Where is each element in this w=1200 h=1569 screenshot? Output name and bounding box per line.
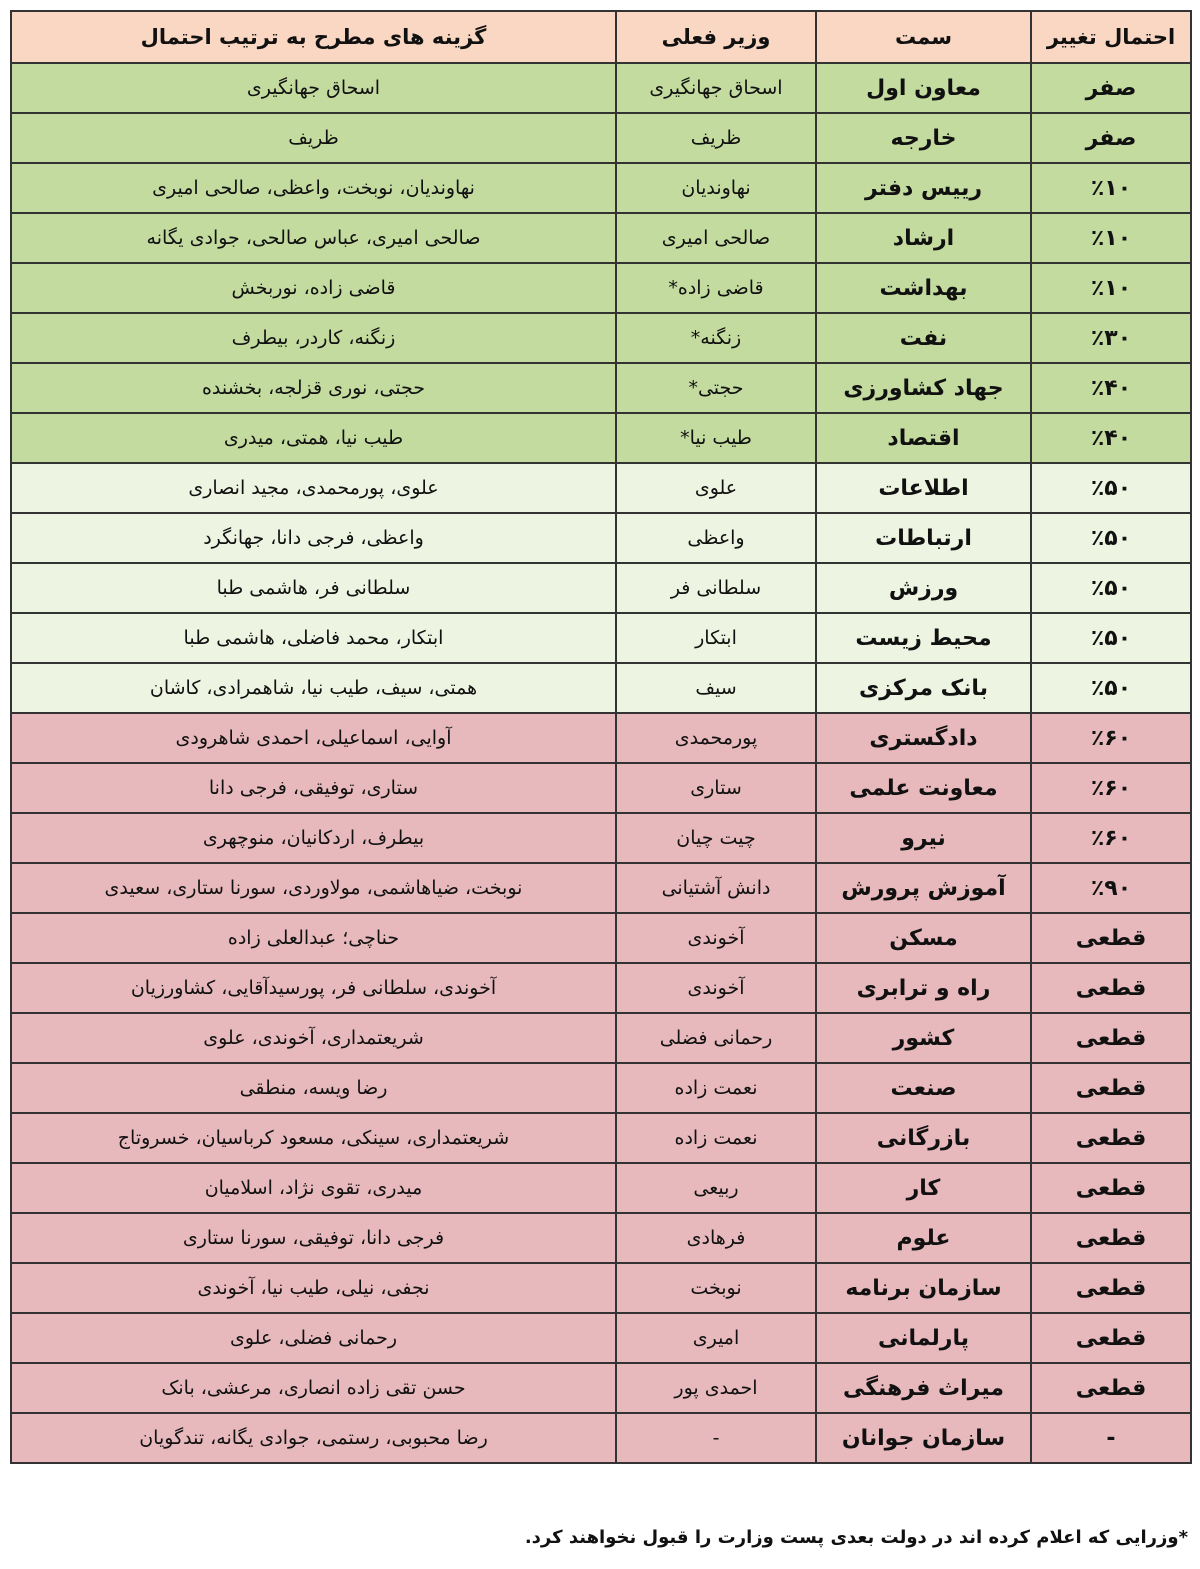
table-row xyxy=(11,163,1191,213)
position-cell: رییس دفتر xyxy=(816,163,1031,213)
position-cell: سازمان جوانان xyxy=(816,1413,1031,1463)
current-minister-cell: ظریف xyxy=(616,113,816,163)
header-row xyxy=(11,11,1191,63)
current-minister-cell: ابتکار xyxy=(616,613,816,663)
table-row xyxy=(11,363,1191,413)
table-row xyxy=(11,613,1191,663)
position-cell: کشور xyxy=(816,1013,1031,1063)
probability-cell: ٪۱۰ xyxy=(1031,263,1191,313)
current-minister-cell: نوبخت xyxy=(616,1263,816,1313)
probability-cell: ٪۴۰ xyxy=(1031,413,1191,463)
header-current-minister: وزیر فعلی xyxy=(616,11,816,63)
current-minister-cell: قاضی زاده* xyxy=(616,263,816,313)
options-cell: رحمانی فضلی، علوی xyxy=(11,1313,616,1363)
options-cell: ظریف xyxy=(11,113,616,163)
probability-cell: قطعی xyxy=(1031,1113,1191,1163)
options-cell: اسحاق جهانگیری xyxy=(11,63,616,113)
table-row xyxy=(11,913,1191,963)
options-cell: نجفی، نیلی، طیب نیا، آخوندی xyxy=(11,1263,616,1313)
table-row xyxy=(11,763,1191,813)
position-cell: بانک مرکزی xyxy=(816,663,1031,713)
current-minister-cell: - xyxy=(616,1413,816,1463)
table-row xyxy=(11,1013,1191,1063)
position-cell: راه و ترابری xyxy=(816,963,1031,1013)
options-cell: شریعتمداری، سینکی، مسعود کرباسیان، خسروتاج xyxy=(11,1113,616,1163)
table-row xyxy=(11,63,1191,113)
options-cell: همتی، سیف، طیب نیا، شاهمرادی، کاشان xyxy=(11,663,616,713)
current-minister-cell: صالحی امیری xyxy=(616,213,816,263)
position-cell: دادگستری xyxy=(816,713,1031,763)
table-row xyxy=(11,563,1191,613)
probability-cell: قطعی xyxy=(1031,1063,1191,1113)
table-row xyxy=(11,963,1191,1013)
current-minister-cell: نعمت زاده xyxy=(616,1063,816,1113)
probability-cell: ٪۱۰ xyxy=(1031,213,1191,263)
footnote: *وزرایی که اعلام کرده اند در دولت بعدی پست وزارت را قبول نخواهند کرد. xyxy=(524,1527,1188,1548)
probability-cell: قطعی xyxy=(1031,1363,1191,1413)
options-cell: صالحی امیری، عباس صالحی، جوادی یگانه xyxy=(11,213,616,263)
position-cell: میراث فرهنگی xyxy=(816,1363,1031,1413)
current-minister-cell: رحمانی فضلی xyxy=(616,1013,816,1063)
table-row xyxy=(11,713,1191,763)
options-cell: شریعتمداری، آخوندی، علوی xyxy=(11,1013,616,1063)
current-minister-cell: سیف xyxy=(616,663,816,713)
options-cell: حسن تقی زاده انصاری، مرعشی، بانک xyxy=(11,1363,616,1413)
table-row xyxy=(11,813,1191,863)
table-row xyxy=(11,413,1191,463)
options-cell: ابتکار، محمد فاضلی، هاشمی طبا xyxy=(11,613,616,663)
table-row xyxy=(11,313,1191,363)
options-cell: علوی، پورمحمدی، مجید انصاری xyxy=(11,463,616,513)
cabinet-table xyxy=(10,10,1192,1464)
current-minister-cell: آخوندی xyxy=(616,913,816,963)
options-cell: حجتی، نوری قزلجه، بخشنده xyxy=(11,363,616,413)
position-cell: علوم xyxy=(816,1213,1031,1263)
table-row xyxy=(11,213,1191,263)
probability-cell: قطعی xyxy=(1031,963,1191,1013)
options-cell: رضا محبوبی، رستمی، جوادی یگانه، تندگویان xyxy=(11,1413,616,1463)
probability-cell: ٪۶۰ xyxy=(1031,763,1191,813)
position-cell: نفت xyxy=(816,313,1031,363)
options-cell: ستاری، توفیقی، فرجی دانا xyxy=(11,763,616,813)
table-row xyxy=(11,1363,1191,1413)
probability-cell: صفر xyxy=(1031,113,1191,163)
table-row xyxy=(11,863,1191,913)
position-cell: معاون اول xyxy=(816,63,1031,113)
table-row xyxy=(11,513,1191,563)
probability-cell: ٪۵۰ xyxy=(1031,613,1191,663)
current-minister-cell: ربیعی xyxy=(616,1163,816,1213)
probability-cell: ٪۵۰ xyxy=(1031,563,1191,613)
options-cell: رضا ویسه، منطقی xyxy=(11,1063,616,1113)
current-minister-cell: آخوندی xyxy=(616,963,816,1013)
position-cell: بهداشت xyxy=(816,263,1031,313)
probability-cell: ٪۱۰ xyxy=(1031,163,1191,213)
current-minister-cell: واعظی xyxy=(616,513,816,563)
position-cell: ارتباطات xyxy=(816,513,1031,563)
table-row xyxy=(11,263,1191,313)
position-cell: ورزش xyxy=(816,563,1031,613)
position-cell: خارجه xyxy=(816,113,1031,163)
current-minister-cell: چیت چیان xyxy=(616,813,816,863)
options-cell: طیب نیا، همتی، میدری xyxy=(11,413,616,463)
options-cell: واعظی، فرجی دانا، جهانگرد xyxy=(11,513,616,563)
table-row xyxy=(11,663,1191,713)
current-minister-cell: دانش آشتیانی xyxy=(616,863,816,913)
probability-cell: قطعی xyxy=(1031,1313,1191,1363)
position-cell: کار xyxy=(816,1163,1031,1213)
probability-cell: ٪۳۰ xyxy=(1031,313,1191,363)
options-cell: حناچی؛ عبدالعلی زاده xyxy=(11,913,616,963)
current-minister-cell: زنگنه* xyxy=(616,313,816,363)
options-cell: سلطانی فر، هاشمی طبا xyxy=(11,563,616,613)
options-cell: قاضی زاده، نوربخش xyxy=(11,263,616,313)
header-probability: احتمال تغییر xyxy=(1031,11,1191,63)
position-cell: پارلمانی xyxy=(816,1313,1031,1363)
table-row xyxy=(11,463,1191,513)
probability-cell: قطعی xyxy=(1031,1213,1191,1263)
current-minister-cell: فرهادی xyxy=(616,1213,816,1263)
current-minister-cell: پورمحمدی xyxy=(616,713,816,763)
current-minister-cell: احمدی پور xyxy=(616,1363,816,1413)
current-minister-cell: امیری xyxy=(616,1313,816,1363)
probability-cell: ٪۵۰ xyxy=(1031,463,1191,513)
table-row xyxy=(11,1313,1191,1363)
probability-cell: ٪۴۰ xyxy=(1031,363,1191,413)
probability-cell: قطعی xyxy=(1031,1263,1191,1313)
table-row xyxy=(11,1063,1191,1113)
position-cell: ارشاد xyxy=(816,213,1031,263)
position-cell: بازرگانی xyxy=(816,1113,1031,1163)
options-cell: میدری، تقوی نژاد، اسلامیان xyxy=(11,1163,616,1213)
probability-cell: قطعی xyxy=(1031,1013,1191,1063)
position-cell: محیط زیست xyxy=(816,613,1031,663)
position-cell: اطلاعات xyxy=(816,463,1031,513)
position-cell: صنعت xyxy=(816,1063,1031,1113)
current-minister-cell: سلطانی فر xyxy=(616,563,816,613)
options-cell: آخوندی، سلطانی فر، پورسیدآقایی، کشاورزیان xyxy=(11,963,616,1013)
options-cell: فرجی دانا، توفیقی، سورنا ستاری xyxy=(11,1213,616,1263)
position-cell: آموزش پرورش xyxy=(816,863,1031,913)
current-minister-cell: طیب نیا* xyxy=(616,413,816,463)
probability-cell: - xyxy=(1031,1413,1191,1463)
header-options: گزینه های مطرح به ترتیب احتمال xyxy=(11,11,616,63)
position-cell: مسکن xyxy=(816,913,1031,963)
options-cell: نوبخت، ضیاهاشمی، مولاوردی، سورنا ستاری، سعیدی xyxy=(11,863,616,913)
current-minister-cell: نعمت زاده xyxy=(616,1113,816,1163)
probability-cell: صفر xyxy=(1031,63,1191,113)
table-row xyxy=(11,113,1191,163)
probability-cell: ٪۶۰ xyxy=(1031,813,1191,863)
current-minister-cell: اسحاق جهانگیری xyxy=(616,63,816,113)
probability-cell: ٪۶۰ xyxy=(1031,713,1191,763)
options-cell: نهاوندیان، نوبخت، واعظی، صالحی امیری xyxy=(11,163,616,213)
probability-cell: قطعی xyxy=(1031,913,1191,963)
probability-cell: ٪۵۰ xyxy=(1031,513,1191,563)
position-cell: نیرو xyxy=(816,813,1031,863)
options-cell: آوایی، اسماعیلی، احمدی شاهرودی xyxy=(11,713,616,763)
table-row xyxy=(11,1213,1191,1263)
table-row xyxy=(11,1113,1191,1163)
probability-cell: قطعی xyxy=(1031,1163,1191,1213)
current-minister-cell: علوی xyxy=(616,463,816,513)
options-cell: زنگنه، کاردر، بیطرف xyxy=(11,313,616,363)
table-row xyxy=(11,1413,1191,1463)
probability-cell: ٪۵۰ xyxy=(1031,663,1191,713)
position-cell: سازمان برنامه xyxy=(816,1263,1031,1313)
header-position: سمت xyxy=(816,11,1031,63)
current-minister-cell: نهاوندیان xyxy=(616,163,816,213)
table-row xyxy=(11,1263,1191,1313)
current-minister-cell: حجتی* xyxy=(616,363,816,413)
current-minister-cell: ستاری xyxy=(616,763,816,813)
position-cell: معاونت علمی xyxy=(816,763,1031,813)
position-cell: اقتصاد xyxy=(816,413,1031,463)
position-cell: جهاد کشاورزی xyxy=(816,363,1031,413)
table-row xyxy=(11,1163,1191,1213)
options-cell: بیطرف، اردکانیان، منوچهری xyxy=(11,813,616,863)
probability-cell: ٪۹۰ xyxy=(1031,863,1191,913)
